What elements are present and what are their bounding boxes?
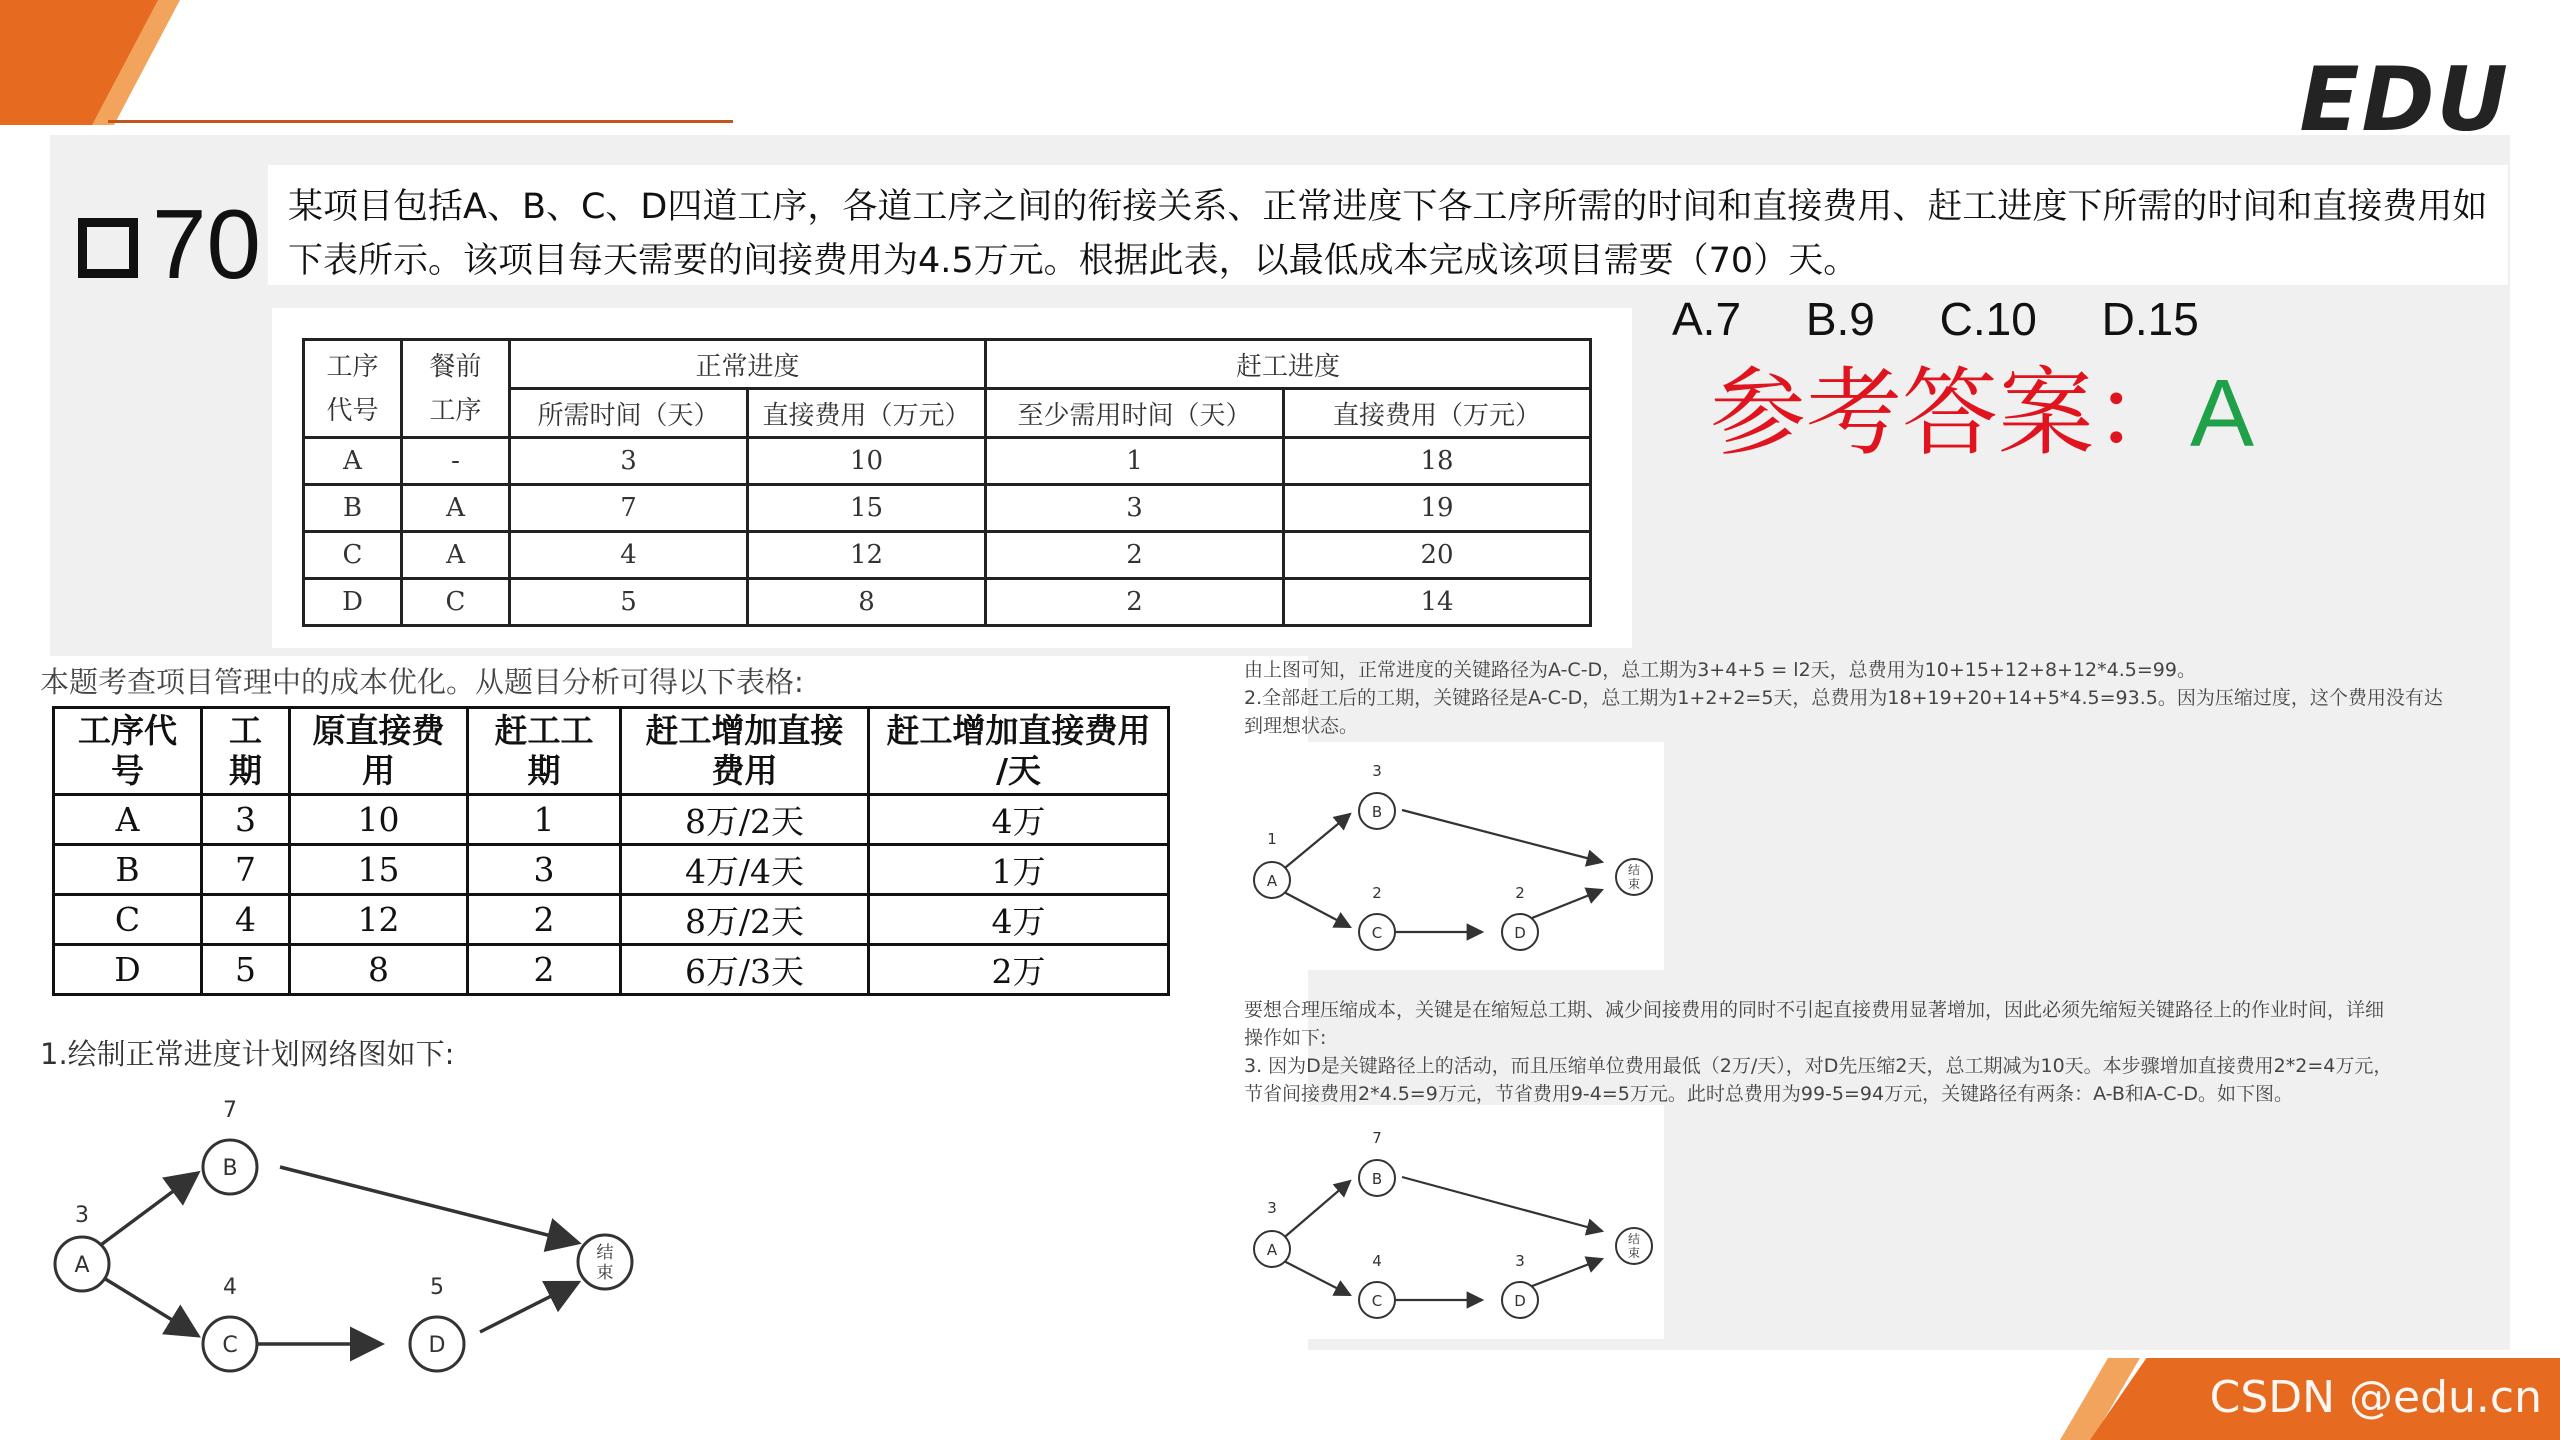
table-cell: C	[54, 895, 202, 945]
question-text: 某项目包括A、B、C、D四道工序，各道工序之间的衔接关系、正常进度下各工序所需的时间和直接费用、赶工进度下所需的时间和直接费用如下表所示。该项目每天需要的间接费用为4.5万元。根据此表，以最低成本完成该项目需要（70）天。	[288, 187, 2488, 281]
table-cell: 8万/2天	[621, 795, 869, 845]
reference-answer	[1710, 357, 2255, 469]
edge-d-end	[1522, 1259, 1602, 1290]
option-a: A.7	[1672, 293, 1742, 345]
node-label: A	[74, 1253, 90, 1278]
table-cell: 3	[202, 795, 290, 845]
table-header: 赶工进度	[986, 340, 1591, 389]
node-weight: 5	[430, 1275, 444, 1300]
node-label: 结	[1627, 863, 1641, 877]
edge-a-b	[1280, 1181, 1350, 1241]
table-cell: 3	[468, 845, 621, 895]
table-cell: -	[402, 438, 510, 485]
table-header: 工 期	[202, 708, 290, 795]
edge-a-c	[1280, 1259, 1350, 1295]
table-cell: 2	[468, 895, 621, 945]
option-d: D.15	[2101, 293, 2199, 345]
table-header: 餐前 工序	[402, 340, 510, 438]
header-underline	[108, 120, 733, 123]
table-cell: 4	[510, 532, 748, 579]
option-b: B.9	[1805, 293, 1875, 345]
table-cell: C	[402, 579, 510, 626]
table-cell: 7	[202, 845, 290, 895]
table-cell: A	[304, 438, 402, 485]
explanation-text-2	[1244, 996, 2444, 1108]
node-label: 束	[1627, 877, 1641, 891]
node-label: A	[1266, 872, 1278, 890]
table-cell: A	[402, 485, 510, 532]
node-label: D	[1514, 1292, 1526, 1310]
network-diagram-crash	[1244, 742, 1664, 970]
table-cell: D	[54, 945, 202, 995]
table-cell: 15	[748, 485, 986, 532]
node-weight: 3	[75, 1203, 89, 1228]
explanation-line: 3. 因为D是关键路径上的活动，而且压缩单位费用最低（2万/天），对D先压缩2天，总工期减为10天。本步骤增加直接费用2*2=4万元，	[1244, 1055, 2393, 1077]
explanation-line: 2.全部赶工后的工期，关键路径是A-C-D，总工期为1+2+2=5天，总费用为18+19+20+14+5*4.5=93.5。因为压缩过度，这个费用没有达	[1244, 687, 2443, 709]
node-weight: 3	[1267, 1199, 1277, 1217]
edge-a-b	[94, 1175, 195, 1250]
node-weight: 3	[1372, 762, 1382, 780]
network-diagram-normal	[40, 1072, 652, 1400]
option-c: C.10	[1939, 293, 2037, 345]
table-header: 赶工工 期	[468, 708, 621, 795]
node-weight: 3	[1515, 1252, 1525, 1270]
table-cell: 18	[1284, 438, 1591, 485]
table-row	[304, 532, 1591, 579]
table-row	[54, 945, 1169, 995]
table-cell: 3	[510, 438, 748, 485]
question-number: 70	[152, 189, 262, 299]
table-cell: 19	[1284, 485, 1591, 532]
analysis-intro: 本题考查项目管理中的成本优化。从题目分析可得以下表格:	[40, 665, 804, 699]
table-header: 原直接费 用	[290, 708, 468, 795]
table-row	[304, 579, 1591, 626]
table-header: 直接费用（万元）	[1284, 389, 1591, 438]
table-cell: 4万	[869, 895, 1169, 945]
table-cell: 8万/2天	[621, 895, 869, 945]
table-row	[304, 438, 1591, 485]
node-label: A	[1266, 1241, 1278, 1259]
node-weight: 7	[1372, 1129, 1382, 1147]
node-label: 结	[596, 1243, 614, 1263]
edge-d-end	[1522, 890, 1602, 922]
table-cell: 5	[510, 579, 748, 626]
step1-label: 1.绘制正常进度计划网络图如下:	[40, 1037, 455, 1071]
table-cell: B	[54, 845, 202, 895]
square-bullet-icon	[78, 218, 138, 278]
edge-d-end	[480, 1284, 575, 1332]
table-cell: 12	[290, 895, 468, 945]
table-header: 正常进度	[510, 340, 986, 389]
table-cell: 8	[748, 579, 986, 626]
node-weight: 4	[1372, 1252, 1382, 1270]
node-weight: 4	[223, 1275, 237, 1300]
node-label: B	[222, 1156, 238, 1181]
table-cell: 12	[748, 532, 986, 579]
answer-options	[1672, 292, 2251, 346]
table-cell: 10	[748, 438, 986, 485]
table-cell: 3	[986, 485, 1284, 532]
node-weight: 1	[1267, 830, 1277, 848]
explanation-text-1	[1244, 656, 2444, 740]
node-label: B	[1371, 1170, 1383, 1188]
explanation-line: 操作如下:	[1244, 1027, 1327, 1049]
node-label: 束	[596, 1263, 614, 1283]
node-weight: 2	[1515, 884, 1525, 902]
table-cell: A	[54, 795, 202, 845]
explanation-line: 到理想状态。	[1244, 715, 1359, 737]
edge-b-end	[280, 1167, 575, 1242]
table-cell: 15	[290, 845, 468, 895]
node-label: C	[1371, 924, 1383, 942]
table-header: 至少需用时间（天）	[986, 389, 1284, 438]
node-label: D	[1514, 924, 1526, 942]
edge-b-end	[1402, 1177, 1602, 1231]
edge-b-end	[1402, 810, 1602, 862]
table-cell: 4万/4天	[621, 845, 869, 895]
network-diagram-step3	[1244, 1105, 1664, 1339]
answer-value: A	[2190, 360, 2255, 467]
table-cell: 8	[290, 945, 468, 995]
table-cell: C	[304, 532, 402, 579]
node-label: 束	[1627, 1246, 1641, 1260]
table-row	[54, 795, 1169, 845]
explanation-line: 由上图可知，正常进度的关键路径为A-C-D，总工期为3+4+5 = l2天，总费用为10+15+12+8+12*4.5=99。	[1244, 659, 2196, 681]
table-cell: 7	[510, 485, 748, 532]
node-label: D	[428, 1333, 446, 1358]
analysis-table	[52, 706, 1170, 996]
node-label: C	[222, 1333, 238, 1358]
watermark: CSDN @edu.cn	[2209, 1372, 2542, 1423]
question-table-panel	[272, 308, 1632, 648]
table-row	[54, 845, 1169, 895]
table-header: 工序代 号	[54, 708, 202, 795]
table-header: 所需时间（天）	[510, 389, 748, 438]
table-header: 直接费用（万元）	[748, 389, 986, 438]
network-diagram-svg	[40, 1072, 652, 1400]
table-cell: 1	[986, 438, 1284, 485]
edge-a-c	[1280, 890, 1350, 927]
table-cell: 20	[1284, 532, 1591, 579]
table-cell: 4万	[869, 795, 1169, 845]
table-header: 工序 代号	[304, 340, 402, 438]
node-label: C	[1371, 1292, 1383, 1310]
node-weight: 2	[1372, 884, 1382, 902]
question-table	[302, 338, 1592, 627]
node-label: B	[1371, 803, 1383, 821]
node-label: 结	[1627, 1232, 1641, 1246]
explanation-line: 节省间接费用2*4.5=9万元，节省费用9-4=5万元。此时总费用为99-5=94万元，关键路径有两条：A-B和A-C-D。如下图。	[1244, 1083, 2294, 1105]
explanation-line: 要想合理压缩成本，关键是在缩短总工期、减少间接费用的同时不引起直接费用显著增加，因此必须先缩短关键路径上的作业时间，详细	[1244, 999, 2385, 1021]
table-cell: B	[304, 485, 402, 532]
network-diagram-svg	[1244, 742, 1664, 970]
table-cell: 2	[986, 532, 1284, 579]
table-cell: 4	[202, 895, 290, 945]
table-row	[54, 895, 1169, 945]
table-cell: D	[304, 579, 402, 626]
table-header: 赶工增加直接费用 /天	[869, 708, 1169, 795]
edge-a-b	[1280, 814, 1350, 872]
edu-logo: EDU	[2299, 48, 2510, 151]
table-cell: 2	[986, 579, 1284, 626]
table-cell: 1	[468, 795, 621, 845]
table-cell: 14	[1284, 579, 1591, 626]
answer-label: 参考答案：	[1710, 357, 2190, 469]
table-header: 赶工增加直接 费用	[621, 708, 869, 795]
table-cell: 2	[468, 945, 621, 995]
table-cell: 5	[202, 945, 290, 995]
table-row	[304, 485, 1591, 532]
table-cell: 6万/3天	[621, 945, 869, 995]
table-cell: 1万	[869, 845, 1169, 895]
table-cell: A	[402, 532, 510, 579]
network-diagram-svg	[1244, 1105, 1664, 1339]
edge-a-c	[94, 1272, 195, 1334]
table-cell: 2万	[869, 945, 1169, 995]
table-cell: 10	[290, 795, 468, 845]
node-weight: 7	[223, 1098, 237, 1123]
